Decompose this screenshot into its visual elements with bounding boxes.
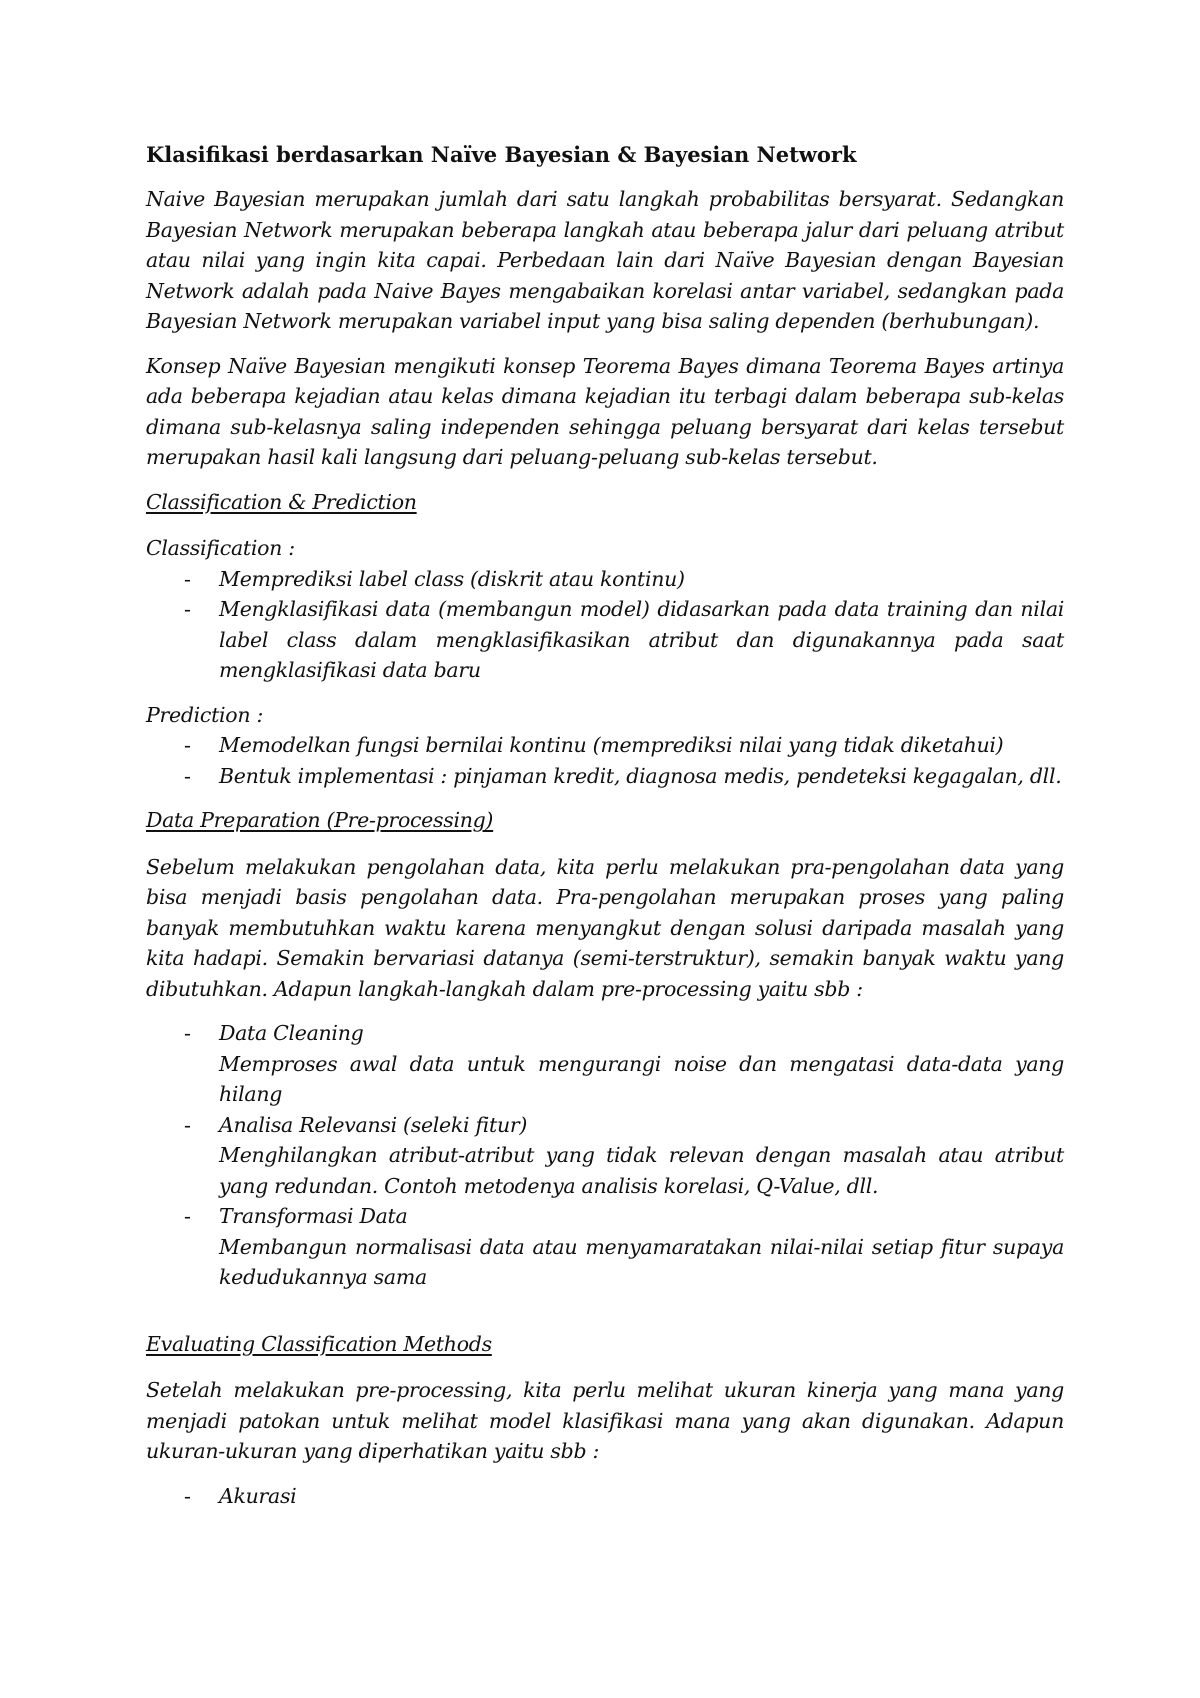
step-description: Menghilangkan atribut-atribut yang tidak relevan dengan masalah atau atribut yang redundan. Contoh metodenya analisis korelasi, Q-Value, dll. (219, 1143, 1064, 1198)
list-item-text: Akurasi (219, 1483, 297, 1508)
intro-paragraph: Naive Bayesian merupakan jumlah dari satu langkah probabilitas bersyarat. Sedangkan Bayesian Network merupakan beberapa langkah atau beberapa jalur dari peluang atribut atau nilai yang ingin kita capai. Perbedaan lain dari Naïve Bayesian dengan Bayesian Network adalah pada Naive Bayes mengabaikan korelasi antar variabel, sedangkan pada Bayesian Network merupakan variabel input yang bisa saling dependen (berhubungan). (146, 187, 1064, 333)
section-heading: Data Preparation (Pre-processing) (146, 808, 494, 832)
section-evaluating-methods (146, 1329, 1064, 1512)
document-title: Klasifikasi berdasarkan Naïve Bayesian & Bayesian Network (146, 142, 857, 167)
list-item (146, 594, 1064, 686)
list-item (146, 564, 1064, 595)
list-item (146, 1201, 1064, 1293)
dash-marker: - (184, 566, 191, 591)
step-description: Memproses awal data untuk mengurangi noise dan mengatasi data-data yang hilang (219, 1051, 1064, 1106)
evaluation-paragraph: Setelah melakukan pre-processing, kita perlu melihat ukuran kinerja yang mana yang menjadi patokan untuk melihat model klasifikasi mana yang akan digunakan. Adapun ukuran-ukuran yang diperhatikan yaitu sbb : (146, 1378, 1064, 1463)
dash-marker: - (184, 733, 191, 757)
section-data-preparation (146, 805, 1064, 1293)
list-item-text: Memodelkan fungsi bernilai kontinu (memprediksi nilai yang tidak diketahui) (219, 733, 1004, 757)
step-name: Data Cleaning (219, 1021, 364, 1045)
step-name: Analisa Relevansi (seleki fitur) (219, 1112, 528, 1137)
dash-marker: - (184, 1021, 191, 1045)
dash-marker: - (184, 1483, 191, 1508)
dash-marker: - (184, 1204, 191, 1228)
prediction-label: Prediction : (146, 702, 264, 727)
list-item (146, 1110, 1064, 1202)
dash-marker: - (184, 597, 191, 621)
section-heading: Evaluating Classification Methods (146, 1331, 492, 1356)
dash-marker: - (184, 763, 191, 788)
step-description: Membangun normalisasi data atau menyamaratakan nilai-nilai setiap fitur supaya kedudukannya sama (219, 1234, 1064, 1289)
classification-label: Classification : (146, 536, 295, 560)
document-page (146, 140, 1064, 1525)
preparation-paragraph: Sebelum melakukan pengolahan data, kita perlu melakukan pra-pengolahan data yang bisa menjadi basis pengolahan data. Pra-pengolahan merupakan proses yang paling banyak membutuhkan waktu karena menyangkut dengan solusi daripada masalah yang kita hadapi. Semakin bervariasi datanya (semi-terstruktur), semakin banyak waktu yang dibutuhkan. Adapun langkah-langkah dalam pre-processing yaitu sbb : (146, 854, 1064, 1001)
step-name: Transformasi Data (219, 1204, 408, 1228)
list-item-text: Bentuk implementasi : pinjaman kredit, diagnosa medis, pendeteksi kegagalan, dll. (219, 763, 1062, 788)
classification-list (146, 564, 1064, 686)
list-item (146, 1481, 1064, 1512)
section-heading: Classification & Prediction (146, 489, 417, 514)
intro-paragraph: Konsep Naïve Bayesian mengikuti konsep Teorema Bayes dimana Teorema Bayes artinya ada beberapa kejadian atau kelas dimana kejadian itu terbagi dalam beberapa sub-kelas dimana sub-kelasnya saling independen sehingga peluang bersyarat dari kelas tersebut merupakan hasil kali langsung dari peluang-peluang sub-kelas tersebut. (146, 353, 1064, 469)
evaluation-measures-list (146, 1481, 1064, 1512)
preprocessing-steps-list (146, 1018, 1064, 1293)
section-classification-prediction (146, 487, 1064, 792)
list-item (146, 730, 1064, 761)
list-item-text: Mengklasifikasi data (membangun model) didasarkan pada data training dan nilai label class dalam mengklasifikasikan atribut dan digunakannya pada saat mengklasifikasi data baru (219, 597, 1064, 682)
list-item (146, 1018, 1064, 1110)
dash-marker: - (184, 1112, 191, 1137)
list-item (146, 761, 1064, 792)
prediction-list (146, 730, 1064, 791)
list-item-text: Memprediksi label class (diskrit atau kontinu) (219, 566, 685, 591)
